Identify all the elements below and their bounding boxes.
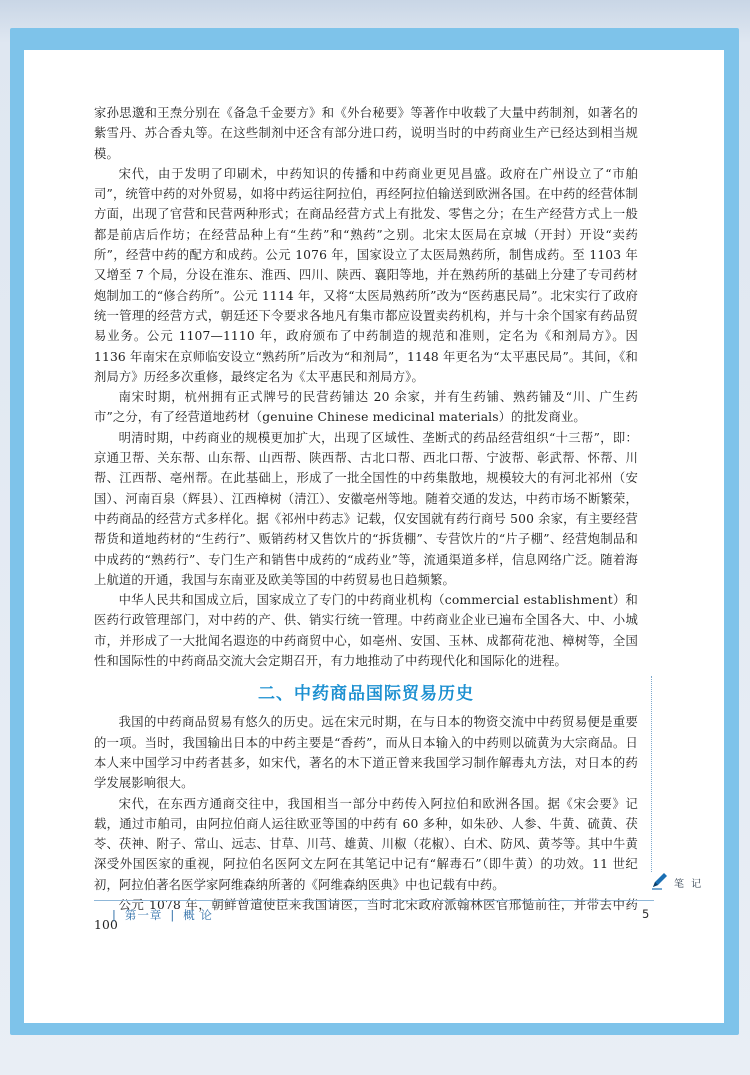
paragraph: 我国的中药商品贸易有悠久的历史。远在宋元时期，在与日本的物资交流中中药贸易便是重要的一项。当时，我国输出日本的中药主要是“香药”，而从日本输入的中药则以硫黄为大宗商品。日本人来中国学习中药者甚多，如宋代，著名的木下道正曾来我国学习制作解毒丸方法，对日本的药学发展影响很大。 bbox=[94, 715, 638, 791]
footer-chapter: 第一章 bbox=[124, 908, 163, 922]
notes-marker bbox=[650, 870, 703, 890]
paragraph: 中华人民共和国成立后，国家成立了专门的中药商业机构（commercial establishment）和医药行政管理部门，对中药的产、供、销实行统一管理。中药商业企业已遍布全国各大、中、小城市，并形成了一大批闻名遐迩的中药商贸中心，如亳州、安国、玉林、成都荷花池、樟树等，全国性和国际性的中药商品交流大会定期召开，有力地推动了中药现代化和国际化的进程。 bbox=[94, 593, 638, 669]
footer-section: 概 论 bbox=[183, 908, 213, 922]
footer-divider bbox=[94, 900, 654, 901]
footer-separator: | bbox=[170, 908, 176, 922]
page-body bbox=[94, 103, 638, 936]
paragraph: 明清时期，中药商业的规模更加扩大，出现了区域性、垄断式的药品经营组织“十三帮”，即：京通卫帮、关东帮、山东帮、山西帮、陕西帮、古北口帮、西北口帮、宁波帮、彰武帮、怀帮、川帮、江西帮、亳州帮。在此基础上，形成了一批全国性的中药集散地，规模较大的有河北祁州（安国）、河南百泉（辉县）、江西樟树（清江）、安徽亳州等地。随着交通的发达，中药市场不断繁荣，中药商品的经营方式多样化。据《祁州中药志》记载，仅安国就有药行商号 500 余家，有主要经营帮货和道地药材的“生药行”、贩销药材又售饮片的“拆货棚”、专营饮片的“片子棚”、经营炮制品和中成药的“熟药行”、专门生产和销售中成药的“成药业”等，流通渠道多样，信息网络广泛。随着海上航道的开通，我国与东南亚及欧美等国的中药贸易也日趋频繁。 bbox=[94, 430, 638, 587]
notes-margin-line bbox=[651, 676, 652, 872]
paragraph: 家孙思邈和王焘分别在《备急千金要方》和《外台秘要》等著作中收载了大量中药制剂，如著名的紫雪丹、苏合香丸等。在这些制剂中还含有部分进口药，说明当时的中药商业生产已经达到相当规模。 bbox=[94, 106, 638, 161]
paragraph: 南宋时期，杭州拥有正式牌号的民营药铺达 20 余家，并有生药铺、熟药铺及“川、广生药市”之分，有了经营道地药材（genuine Chinese medicinal materials）的批发商业。 bbox=[94, 390, 638, 425]
footer-separator: | bbox=[112, 908, 117, 922]
paragraph: 宋代，由于发明了印刷术，中药知识的传播和中药商业更见昌盛。政府在广州设立了“市舶司”，统管中药的对外贸易，如将中药运往阿拉伯，再经阿拉伯输送到欧洲各国。在中药的经营体制方面，出现了官营和民营两种形式；在商品经营方式上有批发、零售之分；在生产经营方式上一般都是前店后作坊；在经营品种上有“生药”和“熟药”之别。北宋太医局在京城（开封）开设“卖药所”，经营中药的配方和成药。公元 1076 年，国家设立了太医局熟药所，制售成药。至 1103 年又增至 7 个局，分设在淮东、淮西、四川、陕西、襄阳等地，并在熟药所的基础上分建了专司药材炮制加工的“修合药所”。公元 1114 年，又将“太医局熟药所”改为“医药惠民局”。北宋实行了政府统一管理的经营方式，朝廷还下令要求各地凡有集市都应设置卖药机构，并与十余个国家有药品贸易业务。公元 1107—1110 年，政府颁布了中药制造的规范和准则，定名为《和剂局方》。因 1136 年南宋在京师临安设立“熟药所”后改为“和剂局”，1148 年更名为“太平惠民局”。其间，《和剂局方》历经多次重修，最终定名为《太平惠民和剂局方》。 bbox=[94, 166, 638, 384]
section-heading: 二、中药商品国际贸易历史 bbox=[258, 684, 474, 705]
running-footer bbox=[112, 907, 213, 923]
pen-icon bbox=[650, 870, 670, 890]
paragraph: 宋代，在东西方通商交往中，我国相当一部分中药传入阿拉伯和欧洲各国。据《宋会要》记载，通过市舶司，由阿拉伯商人运往欧亚等国的中药有 60 多种，如朱砂、人参、牛黄、硫黄、茯苓、茯神、附子、常山、远志、甘草、川芎、雄黄、川椒（花椒）、白术、防风、黄芩等。其中牛黄深受外国医家的重视，阿拉伯名医阿文左阿在其笔记中记有“解毒石”（即牛黄）的功效。11 世纪初，阿拉伯著名医学家阿维森纳所著的《阿维森纳医典》中也记载有中药。 bbox=[94, 796, 638, 892]
notes-label: 笔 记 bbox=[674, 879, 704, 890]
paragraph: 公元 1078 年，朝鲜曾遣使臣来我国请医，当时北宋政府派翰林医官邢慥前往，并带去中药 100 bbox=[94, 897, 638, 933]
page-number: 5 bbox=[642, 907, 650, 921]
